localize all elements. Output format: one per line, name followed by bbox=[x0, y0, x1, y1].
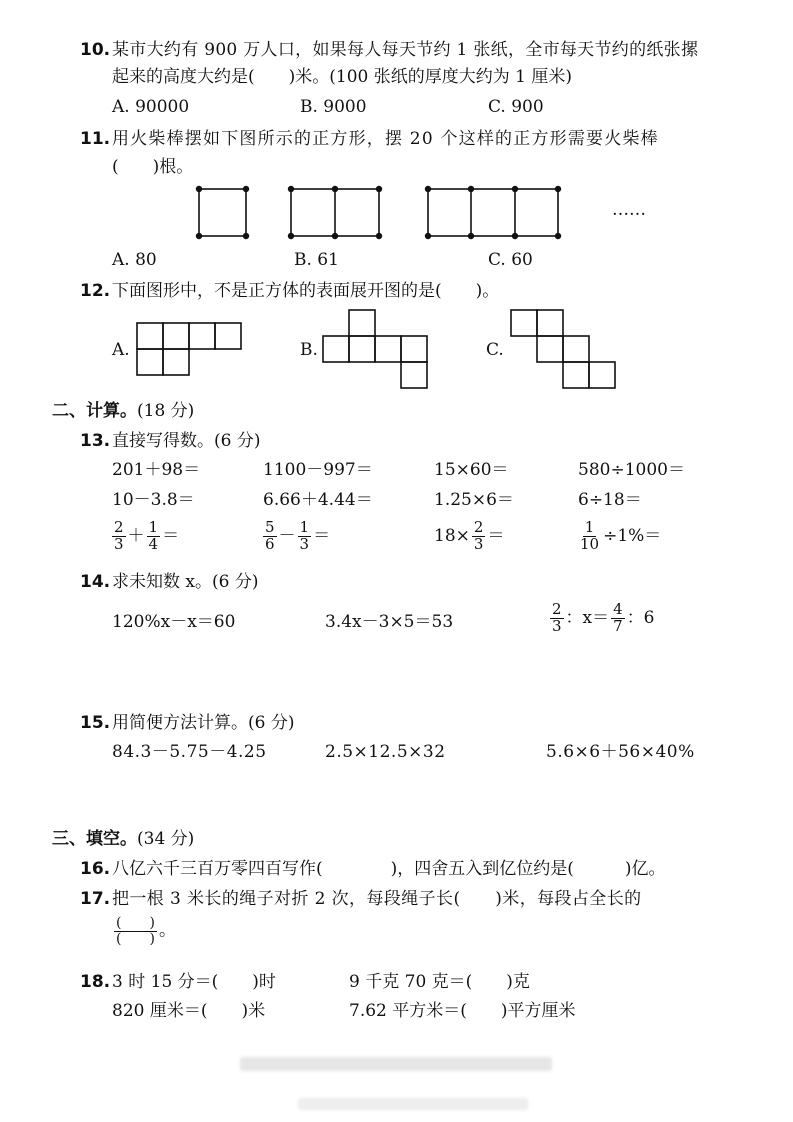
q14-equation-3: $\frac{2}{3}$ ：x＝ $\frac{4}{7}$ ：6 bbox=[552, 600, 655, 635]
q11-number: 11. bbox=[80, 129, 111, 149]
q13-text: 直接写得数。(6 分) bbox=[112, 431, 261, 451]
q17-fraction-blank: $\frac{( )}{( )}$ 。 bbox=[116, 915, 176, 947]
q11-option-c: C. 60 bbox=[488, 250, 533, 270]
q14-equation-1: 120%x－x＝60 bbox=[112, 612, 236, 632]
q10-option-c: C. 900 bbox=[488, 97, 544, 117]
q10-option-a: A. 90000 bbox=[112, 97, 190, 117]
q11-line2: ( )根。 bbox=[112, 157, 194, 177]
q10-line1: 某市大约有 900 万人口，如果每人每天节约 1 张纸，全市每天节约的纸张摞 bbox=[112, 40, 699, 60]
q17-line1: 把一根 3 米长的绳子对折 2 次，每段绳子长( )米，每段占全长的 bbox=[112, 889, 642, 909]
q15-number: 15. bbox=[80, 713, 111, 733]
q15-expression-1: 84.3－5.75－4.25 bbox=[112, 742, 267, 762]
q11-option-a: A. 80 bbox=[112, 250, 157, 270]
section-2-score: (18 分) bbox=[137, 401, 195, 421]
q13-item: 201＋98＝ bbox=[112, 460, 201, 480]
cube-net-c bbox=[511, 310, 615, 388]
q15-expression-3: 5.6×6＋56×40% bbox=[546, 742, 695, 762]
q15-expression-2: 2.5×12.5×32 bbox=[325, 742, 446, 762]
q12-label-c: C. bbox=[486, 340, 504, 360]
q17-number: 17. bbox=[80, 889, 111, 909]
q10-line2: 起来的高度大约是( )米。(100 张纸的厚度大约为 1 厘米) bbox=[112, 67, 573, 87]
cube-net-figures bbox=[0, 0, 793, 400]
q18-item-a: 3 时 15 分＝( )时 bbox=[112, 972, 276, 992]
q11-ellipsis: …… bbox=[612, 200, 646, 220]
q12-label-a: A. bbox=[112, 340, 130, 360]
q13-item: 10－3.8＝ bbox=[112, 490, 195, 510]
q12-number: 12. bbox=[80, 281, 111, 301]
q10-option-b: B. 9000 bbox=[300, 97, 367, 117]
cube-net-b bbox=[323, 310, 427, 388]
section-3-score: (34 分) bbox=[137, 829, 195, 849]
q13-item: 1100－997＝ bbox=[263, 460, 373, 480]
q13-number: 13. bbox=[80, 431, 111, 451]
q13-item: 1.25×6＝ bbox=[434, 490, 514, 510]
q13-item: 580÷1000＝ bbox=[578, 460, 685, 480]
q13-fraction-item-3: 18× $\frac{2}{3}$ ＝ bbox=[434, 518, 505, 553]
blurred-footer bbox=[298, 1098, 528, 1110]
q13-item: 6.66＋4.44＝ bbox=[263, 490, 373, 510]
q12-text: 下面图形中，不是正方体的表面展开图的是( )。 bbox=[112, 281, 500, 301]
q14-equation-2: 3.4x－3×5＝53 bbox=[325, 612, 454, 632]
q13-fraction-item-1: $\frac{2}{3}$ ＋ $\frac{1}{4}$ ＝ bbox=[114, 518, 180, 553]
q15-text: 用简便方法计算。(6 分) bbox=[112, 713, 295, 733]
q14-text: 求未知数 x。(6 分) bbox=[112, 572, 259, 592]
section-3-heading bbox=[52, 829, 194, 849]
section-2-title: 二、计算。 bbox=[52, 401, 137, 421]
cube-net-a bbox=[137, 323, 241, 375]
q10-number: 10. bbox=[80, 40, 111, 60]
q18-number: 18. bbox=[80, 972, 111, 992]
q16-text: 八亿六千三百万零四百写作( )，四舍五入到亿位约是( )亿。 bbox=[112, 859, 666, 879]
q11-line1: 用火柴棒摆如下图所示的正方形，摆 20 个这样的正方形需要火柴棒 bbox=[112, 129, 659, 149]
q12-label-b: B. bbox=[300, 340, 318, 360]
section-2-heading bbox=[52, 401, 194, 421]
q16-number: 16. bbox=[80, 859, 111, 879]
q14-number: 14. bbox=[80, 572, 111, 592]
q11-option-b: B. 61 bbox=[294, 250, 339, 270]
q18-item-d: 7.62 平方米＝( )平方厘米 bbox=[349, 1001, 576, 1021]
blurred-watermark bbox=[240, 1057, 552, 1071]
q13-fraction-item-4: $\frac{1}{10}$ ÷1%＝ bbox=[580, 518, 662, 553]
q13-item: 6÷18＝ bbox=[578, 490, 642, 510]
q18-item-b: 9 千克 70 克＝( )克 bbox=[349, 972, 530, 992]
q13-fraction-item-2: $\frac{5}{6}$ － $\frac{1}{3}$ ＝ bbox=[265, 518, 331, 553]
q13-item: 15×60＝ bbox=[434, 460, 509, 480]
q18-item-c: 820 厘米＝( )米 bbox=[112, 1001, 266, 1021]
section-3-title: 三、填空。 bbox=[52, 829, 137, 849]
